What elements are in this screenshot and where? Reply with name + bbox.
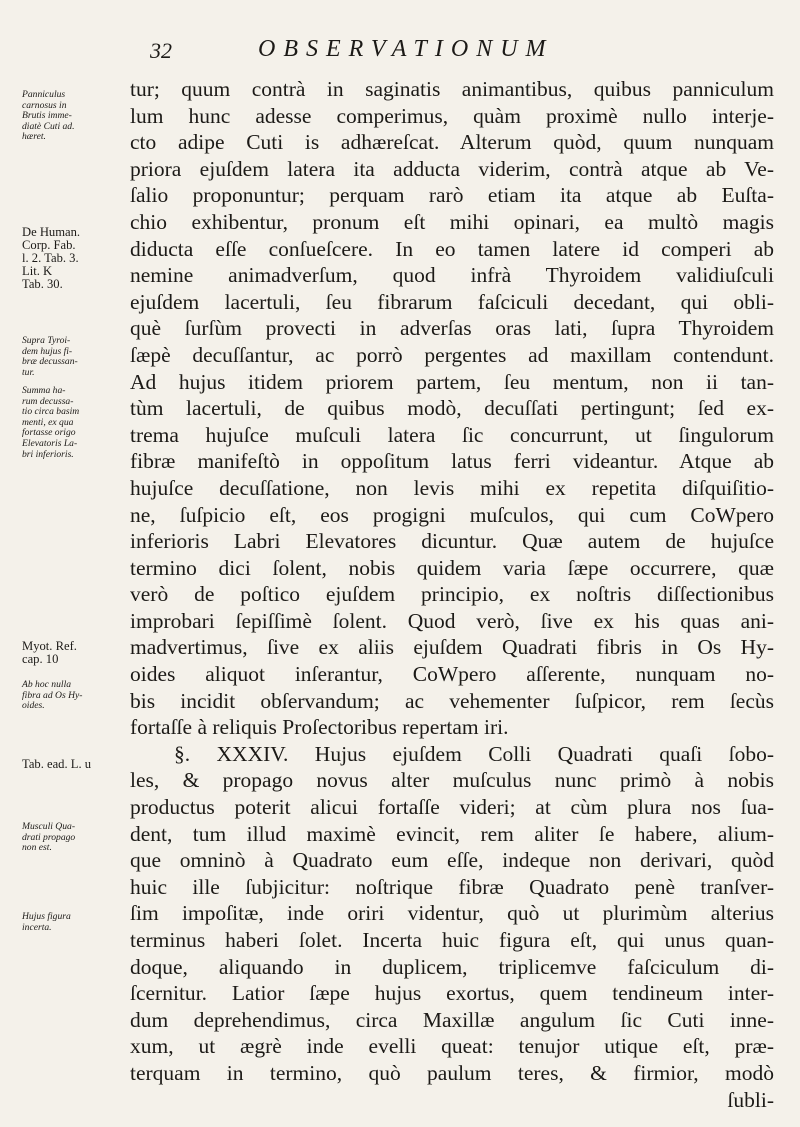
- text-line: improbari ſepiſſimè ſolent. Quod verò, ſive ex his quas ani-: [130, 608, 774, 633]
- text-line: tùm lacertuli, de quibus modò, decuſſati pertingunt; ſed ex-: [130, 396, 774, 421]
- text-line: cto adipe Cuti is adhæreſcat. Alterum quòd, quum nunquam: [130, 130, 774, 155]
- text-line: fortaſſe à reliquis Proſectoribus repertam iri.: [130, 715, 509, 740]
- text-line: terminus haberi ſolet. Incerta huic figura eſt, qui unus quan-: [130, 928, 774, 952]
- text-line: ſcernitur. Latior ſæpe hujus exortus, quem tendineum inter-: [130, 981, 774, 1006]
- text-line: ſæpè decuſſantur, ac porrò pergentes ad maxillam contendunt.: [130, 342, 774, 367]
- text-line: fibræ manifeſtò in oppoſitum latus ferri videantur. Atque ab: [130, 449, 774, 474]
- margin-note: Myot. Ref. cap. 10: [22, 639, 77, 666]
- text-line: dent, tum illud maximè evincit, rem aliter ſe habere, alium-: [130, 821, 774, 846]
- margin-note: Panniculus carnosus in Brutis imme- diatè Cuti ad. hæret.: [22, 89, 75, 143]
- text-line: que omninò à Quadrato eum eſſe, indeque non derivari, quòd: [130, 848, 774, 873]
- text-line: bis incidit obſervandum; ac vehementer ſuſpicor, rem ſecùs: [130, 688, 774, 713]
- text-line: nemine animadverſum, quod infrà Thyroidem validiuſculi: [130, 263, 774, 288]
- margin-note: De Human. Corp. Fab. l. 2. Tab. 3. Lit. K Tab. 30.: [22, 225, 81, 291]
- section-heading-line: §. XXXIV. Hujus ejuſdem Colli Quadrati quaſi ſobo-: [174, 741, 774, 766]
- margin-note: Tab. ead. L. u: [22, 757, 92, 771]
- text-line: diducta eſſe conſueſcere. In eo tamen latere id comperi ab: [130, 236, 774, 261]
- text-line: xum, ut ægrè inde evelli queat: tenujor utique eſt, præ-: [130, 1034, 774, 1059]
- text-line: productus poterit alicui fortaſſe videri; at cùm plura nos ſua-: [130, 795, 774, 820]
- text-line: Ad hujus itidem priorem partem, ſeu mentum, non ii tan-: [130, 369, 774, 394]
- catchword: ſubli-: [727, 1087, 774, 1112]
- margin-notes: [0, 0, 130, 1127]
- text-line: huic ille ſubjicitur: noſtrique fibræ Quadrato penè tranſver-: [130, 874, 774, 899]
- text-line: inferioris Labri Elevatores dicuntur. Quæ autem de hujuſce: [130, 529, 774, 554]
- text-line: terquam in termino, quò paulum teres, & firmior, modò: [130, 1060, 774, 1085]
- text-line: termino dici ſolent, nobis quidem varia ſæpe occurrere, quæ: [130, 555, 774, 580]
- text-line: ſim impoſitæ, inde oriri videntur, quò ut plurimùm alterius: [130, 901, 774, 926]
- text-line: dum deprehendimus, circa Maxillæ angulum ſic Cuti inne-: [130, 1007, 774, 1032]
- text-line: priora ejuſdem latera ita adducta viderim, contrà atque ab Ve-: [130, 156, 774, 181]
- margin-note: Supra Tyroi- dem hujus fi- bræ decussan- tur.: [22, 335, 78, 378]
- text-line: madvertimus, ſive ex aliis ejuſdem Quadrati fibris in Os Hy-: [130, 635, 774, 660]
- text-line: ſalio proponuntur; perquam rarò etiam ita atque ab Euſta-: [130, 183, 774, 208]
- text-line: trema hujuſce muſculi latera ſic concurrunt, ut ſingulorum: [130, 422, 774, 447]
- text-line: tur; quum contrà in saginatis animantibus, quibus panniculum: [130, 77, 774, 101]
- page-number: 32: [150, 38, 172, 63]
- margin-note: Summa ha- rum decussa- tio circa basim menti, ex qua fortasse origo Elevatoris La- bri inferioris.: [22, 385, 80, 460]
- text-line: oides aliquot inſerantur, CoWpero aſſerente, nunquam no-: [130, 662, 774, 687]
- margin-note: Hujus figura incerta.: [22, 911, 71, 933]
- margin-note: Ab hoc nulla fibra ad Os Hy- oides.: [22, 679, 83, 712]
- text-line: verò de poſtico ejuſdem principio, ex noſtris diſſectionibus: [130, 582, 774, 607]
- text-line: hujuſce decuſſatione, non levis mihi ex repetita diſquiſitio-: [130, 475, 774, 500]
- text-line: lum hunc adesse comperimus, quàm proximè nullo interje-: [130, 103, 774, 128]
- running-head: OBSERVATIONUM: [258, 36, 554, 62]
- text-line: chio exhibentur, pronum eſt mihi opinari, ea multò magis: [130, 209, 774, 234]
- text-line: ne, ſuſpicio eſt, eos progigni muſculos, qui cum CoWpero: [130, 502, 774, 527]
- text-line: les, & propago novus alter muſculus nunc primò à nobis: [130, 768, 774, 793]
- text-line: què ſurſùm provecti in adverſas oras lati, ſupra Thyroidem: [130, 316, 774, 341]
- body-text: [130, 76, 774, 1113]
- text-line: doque, aliquando in duplicem, triplicemve faſciculum di-: [130, 954, 774, 979]
- text-line: ejuſdem lacertuli, ſeu fibrarum faſciculi decedant, qui obli-: [130, 289, 774, 314]
- margin-note: Musculi Qua- drati propago non est.: [22, 821, 76, 854]
